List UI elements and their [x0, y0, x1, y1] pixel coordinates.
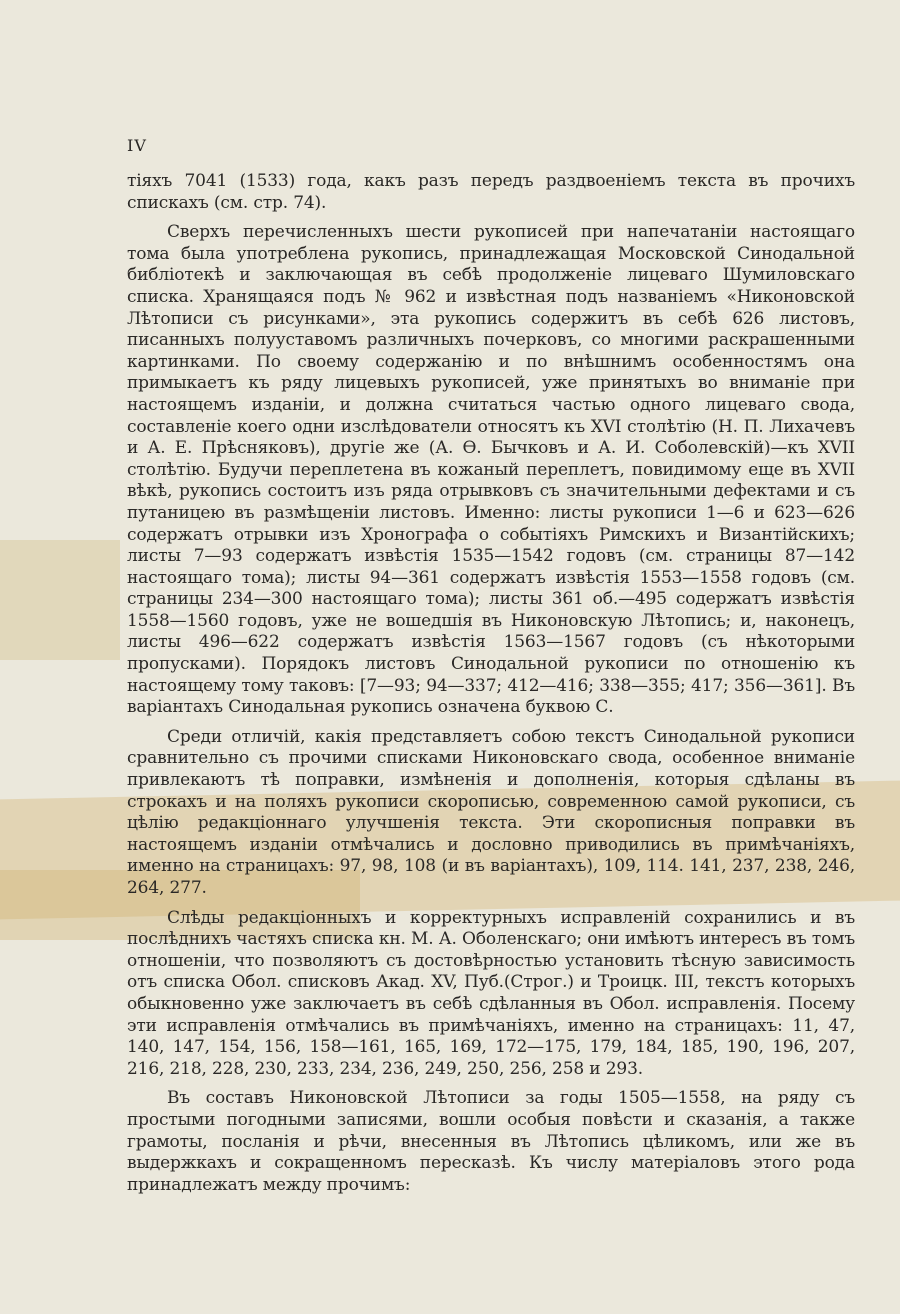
paragraph: Въ составъ Никоновской Лѣтописи за годы 1505—1558, на ряду съ простыми погодными записями, вошли особыя повѣсти и сказанія, а также грамоты, посланія и рѣчи, внесенныя въ Лѣтопись цѣликомъ, или же въ выдержкахъ и сокращенномъ пересказѣ. Къ числу матеріаловъ этого рода принадлежатъ между прочимъ:: [127, 1088, 855, 1195]
paragraph: Сверхъ перечисленныхъ шести рукописей при напечатаніи настоящаго тома была употреблена рукопись, принадлежащая Московской Синодальной библіотекѣ и заключающая въ себѣ продолженіе лицеваго Шумиловскаго списка. Хранящаяся подъ № 962 и извѣстная подъ названіемъ «Никоновской Лѣтописи съ рисунками», эта рукопись содержитъ въ себѣ 626 листовъ, писанныхъ полууставомъ различныхъ почерковъ, со многими раскрашенными картинками. По своему содержанію и по внѣшнимъ особенностямъ она примыкаетъ къ ряду лицевыхъ рукописей, уже принятыхъ во вниманіе при настоящемъ изданіи, и должна считаться частью одного лицеваго свода, составленіе коего одни изслѣдователи относятъ къ XVI столѣтію (Н. П. Лихачевъ и А. Е. Прѣсняковъ), другіе же (А. Ѳ. Бычковъ и А. И. Соболевскій)—къ XVII столѣтію. Будучи переплетена въ кожаный переплетъ, повидимому еще въ XVII вѣкѣ, рукопись состоитъ изъ ряда отрывковъ съ значительными дефектами и съ путаницею въ размѣщеніи листовъ. Именно: листы рукописи 1—6 и 623—626 содержатъ отрывки изъ Хронографа о событіяхъ Римскихъ и Византійскихъ; листы 7—93 содержатъ извѣстія 1535—1542 годовъ (см. страницы 87—142 настоящаго тома); листы 94—361 содержатъ извѣстія 1553—1558 годовъ (см. страницы 234—300 настоящаго тома); листы 361 об.—495 содержатъ извѣстія 1558—1560 годовъ, уже не вошедшія въ Никоновскую Лѣтопись; и, наконецъ, листы 496—622 содержатъ извѣстія 1563—1567 годовъ (съ нѣкоторыми пропусками). Порядокъ листовъ Синодальной рукописи по отношенію къ настоящему тому таковъ: [7—93; 94—337; 412—416; 338—355; 417; 356—361]. Въ варіантахъ Синодальная рукопись означена буквою С.: [127, 222, 855, 718]
paragraph: Слѣды редакціонныхъ и корректурныхъ исправленій сохранились и въ послѣднихъ частяхъ списка кн. М. А. Оболенскаго; они имѣютъ интересъ въ томъ отношеніи, что позволяютъ съ достовѣрностью установить тѣсную зависимость отъ списка Обол. списковъ Акад. XV, Пуб.(Строг.) и Троицк. III, текстъ которыхъ обыкновенно уже заключаетъ въ себѣ сдѣланныя въ Обол. исправленія. Посему эти исправленія отмѣчались въ примѣчаніяхъ, именно на страницахъ: 11, 47, 140, 147, 154, 156, 158—161, 165, 169, 172—175, 179, 184, 185, 190, 196, 207, 216, 218, 228, 230, 233, 234, 236, 249, 250, 256, 258 и 293.: [127, 907, 855, 1079]
paragraph-continuation: тіяхъ 7041 (1533) года, какъ разъ передъ раздвоеніемъ текста въ прочихъ спискахъ (см. стр. 74).: [127, 171, 855, 213]
paragraph: Среди отличій, какія представляетъ собою текстъ Синодальной рукописи сравнительно съ прочими списками Никоновскаго свода, особенное вниманіе привлекаютъ тѣ поправки, измѣненія и дополненія, которыя сдѣланы въ строкахъ и на поляхъ рукописи скорописью, современною самой рукописи, съ цѣлію редакціоннаго улучшенія текста. Эти скорописныя поправки въ настоящемъ изданіи отмѣчались и дословно приводились въ примѣчаніяхъ, именно на страницахъ: 97, 98, 108 (и въ варіантахъ), 109, 114. 141, 237, 238, 246, 264, 277.: [127, 726, 855, 898]
page-number: IV: [127, 136, 147, 155]
paper-stain: [0, 540, 120, 660]
body-text: [127, 171, 855, 1196]
